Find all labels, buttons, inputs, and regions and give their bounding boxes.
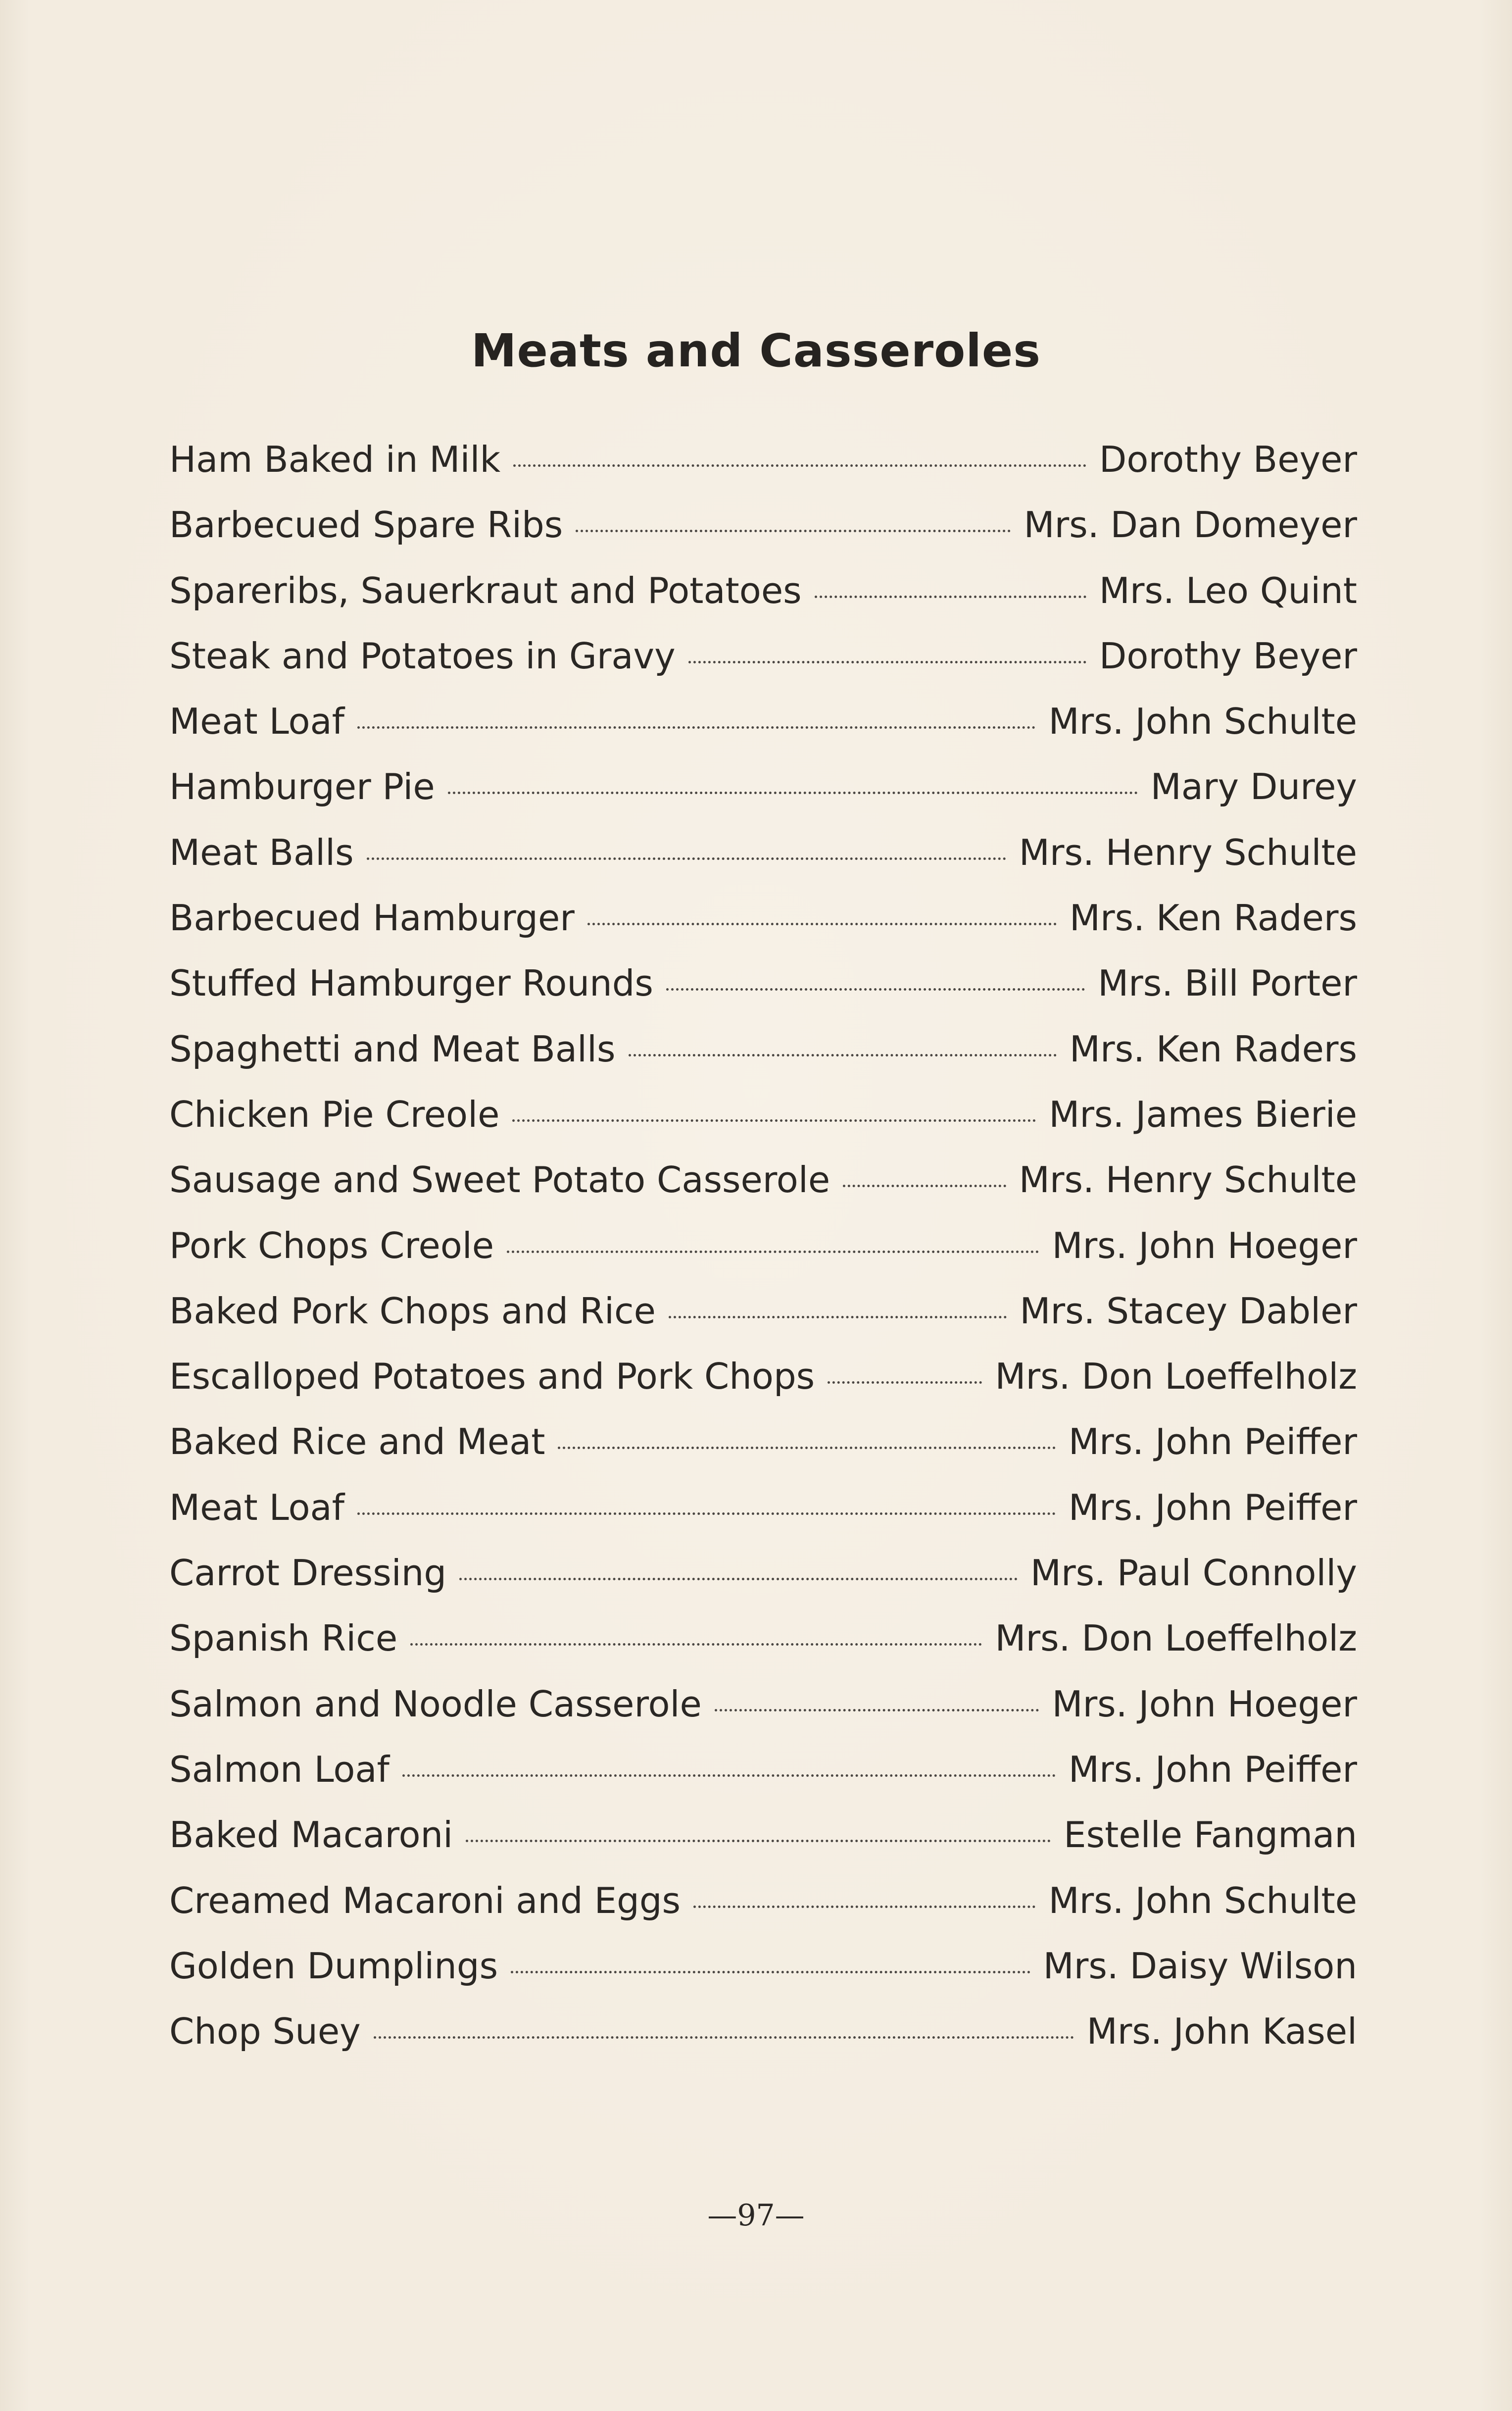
list-item <box>169 1409 1357 1474</box>
list-item <box>169 623 1357 689</box>
recipe-name: Barbecued Hamburger <box>169 897 575 939</box>
list-item <box>169 1147 1357 1212</box>
recipe-name: Ham Baked in Milk <box>169 439 501 480</box>
list-item <box>169 951 1357 1016</box>
recipe-name: Baked Pork Chops and Rice <box>169 1290 656 1332</box>
recipe-name: Baked Macaroni <box>169 1814 453 1856</box>
recipe-name: Pork Chops Creole <box>169 1224 494 1266</box>
contributor-name: Mrs. Henry Schulte <box>1019 1159 1357 1201</box>
contributor-name: Mrs. John Hoeger <box>1052 1683 1357 1725</box>
recipe-index-list <box>169 427 1357 2064</box>
contributor-name: Mrs. John Kasel <box>1086 2010 1357 2053</box>
recipe-name: Creamed Macaroni and Eggs <box>169 1879 681 1921</box>
contributor-name: Dorothy Beyer <box>1099 439 1357 480</box>
list-item <box>169 754 1357 819</box>
list-item <box>169 1802 1357 1867</box>
recipe-name: Salmon and Noodle Casserole <box>169 1683 702 1725</box>
dot-leader <box>666 988 1085 991</box>
contributor-name: Mrs. Ken Raders <box>1069 1028 1357 1070</box>
contributor-name: Estelle Fangman <box>1064 1814 1357 1856</box>
list-item <box>169 1933 1357 1999</box>
contributor-name: Mrs. Don Loeffelholz <box>995 1617 1357 1659</box>
dot-leader <box>402 1774 1056 1777</box>
contributor-name: Mrs. John Schulte <box>1048 701 1357 743</box>
contributor-name: Mrs. Paul Connolly <box>1030 1552 1357 1594</box>
list-item <box>169 427 1357 492</box>
dot-leader <box>688 661 1086 663</box>
dot-leader <box>507 1251 1039 1253</box>
contributor-name: Dorothy Beyer <box>1099 635 1357 677</box>
dot-leader <box>511 1971 1030 1973</box>
contributor-name: Mrs. Daisy Wilson <box>1043 1945 1357 1987</box>
dot-leader <box>374 2036 1074 2039</box>
dot-leader <box>459 1578 1018 1580</box>
dot-leader <box>357 726 1035 729</box>
dot-leader <box>629 1054 1057 1056</box>
contributor-name: Mrs. Dan Domeyer <box>1024 504 1357 546</box>
dot-leader <box>576 530 1011 532</box>
dot-leader <box>367 857 1006 860</box>
list-item <box>169 1737 1357 1802</box>
page-number: —97— <box>707 2198 805 2233</box>
dot-leader <box>669 1316 1007 1318</box>
recipe-name: Chop Suey <box>169 2010 361 2053</box>
recipe-name: Baked Rice and Meat <box>169 1421 545 1463</box>
dot-leader <box>466 1840 1051 1842</box>
recipe-name: Spareribs, Sauerkraut and Potatoes <box>169 569 802 611</box>
dot-leader <box>587 923 1057 925</box>
list-item <box>169 1278 1357 1344</box>
recipe-name: Hamburger Pie <box>169 766 435 808</box>
recipe-name: Spanish Rice <box>169 1617 398 1659</box>
list-item <box>169 1868 1357 1933</box>
recipe-name: Barbecued Spare Ribs <box>169 504 563 546</box>
list-item <box>169 1999 1357 2064</box>
contributor-name: Mrs. Ken Raders <box>1069 897 1357 939</box>
contributor-name: Mrs. Bill Porter <box>1098 962 1357 1005</box>
recipe-name: Sausage and Sweet Potato Casserole <box>169 1159 830 1201</box>
list-item <box>169 885 1357 951</box>
dot-leader <box>815 596 1086 598</box>
list-item <box>169 1540 1357 1606</box>
dot-leader <box>410 1643 982 1646</box>
contributor-name: Mrs. Leo Quint <box>1099 569 1357 611</box>
contributor-name: Mrs. John Peiffer <box>1068 1486 1357 1528</box>
page-title: Meats and Casseroles <box>471 324 1041 377</box>
recipe-name: Escalloped Potatoes and Pork Chops <box>169 1356 815 1398</box>
contributor-name: Mary Durey <box>1150 766 1357 808</box>
recipe-name: Steak and Potatoes in Gravy <box>169 635 676 677</box>
contributor-name: Mrs. Stacey Dabler <box>1020 1290 1357 1332</box>
contributor-name: Mrs. Don Loeffelholz <box>995 1356 1357 1398</box>
list-item <box>169 1082 1357 1147</box>
recipe-name: Meat Loaf <box>169 1486 345 1528</box>
list-item <box>169 1016 1357 1082</box>
contributor-name: Mrs. John Hoeger <box>1052 1224 1357 1266</box>
recipe-name: Stuffed Hamburger Rounds <box>169 962 653 1005</box>
dot-leader <box>828 1381 982 1384</box>
list-item <box>169 1344 1357 1409</box>
contributor-name: Mrs. Henry Schulte <box>1019 831 1357 873</box>
dot-leader <box>558 1447 1055 1449</box>
dot-leader <box>715 1709 1039 1711</box>
contributor-name: Mrs. John Peiffer <box>1068 1421 1357 1463</box>
contributor-name: Mrs. John Peiffer <box>1068 1748 1357 1790</box>
list-item <box>169 1475 1357 1540</box>
list-item <box>169 558 1357 623</box>
list-item <box>169 820 1357 885</box>
list-item <box>169 1671 1357 1737</box>
dot-leader <box>513 464 1086 467</box>
recipe-name: Golden Dumplings <box>169 1945 498 1987</box>
recipe-name: Meat Balls <box>169 831 354 873</box>
contributor-name: Mrs. James Bierie <box>1049 1093 1357 1135</box>
recipe-name: Meat Loaf <box>169 701 345 743</box>
recipe-name: Salmon Loaf <box>169 1748 390 1790</box>
dot-leader <box>843 1185 1006 1187</box>
list-item <box>169 1606 1357 1671</box>
recipe-name: Spaghetti and Meat Balls <box>169 1028 616 1070</box>
list-item <box>169 492 1357 557</box>
contributor-name: Mrs. John Schulte <box>1048 1879 1357 1921</box>
recipe-name: Chicken Pie Creole <box>169 1093 500 1135</box>
recipe-name: Carrot Dressing <box>169 1552 447 1594</box>
dot-leader <box>512 1119 1036 1122</box>
list-item <box>169 1213 1357 1278</box>
dot-leader <box>357 1512 1056 1515</box>
dot-leader <box>448 792 1138 794</box>
list-item <box>169 689 1357 754</box>
dot-leader <box>693 1906 1035 1908</box>
